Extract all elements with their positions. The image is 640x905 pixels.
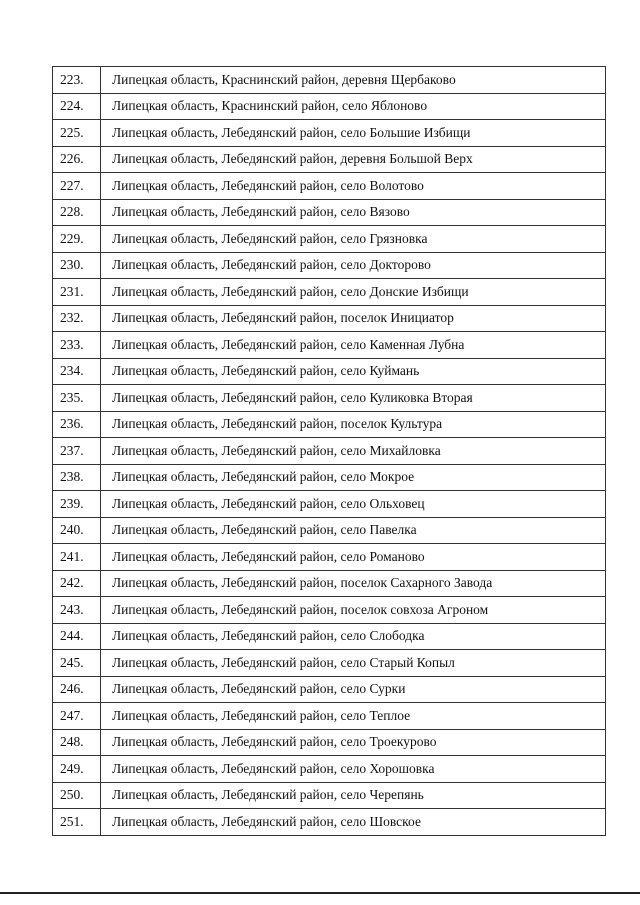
row-number: 226. xyxy=(53,146,101,173)
row-number: 225. xyxy=(53,120,101,147)
row-number: 229. xyxy=(53,226,101,253)
table-row xyxy=(53,809,606,836)
row-number: 223. xyxy=(53,67,101,94)
row-number: 240. xyxy=(53,517,101,544)
table-row xyxy=(53,93,606,120)
table-row xyxy=(53,650,606,677)
settlement-address: Липецкая область, Лебедянский район, село Куликовка Вторая xyxy=(101,385,606,412)
table-row xyxy=(53,67,606,94)
settlements-table xyxy=(52,66,606,836)
table-row xyxy=(53,676,606,703)
row-number: 227. xyxy=(53,173,101,200)
table-row xyxy=(53,517,606,544)
table-row xyxy=(53,623,606,650)
table-row xyxy=(53,491,606,518)
settlement-address: Липецкая область, Краснинский район, деревня Щербаково xyxy=(101,67,606,94)
settlement-address: Липецкая область, Лебедянский район, поселок совхоза Агроном xyxy=(101,597,606,624)
settlement-address: Липецкая область, Лебедянский район, село Павелка xyxy=(101,517,606,544)
row-number: 237. xyxy=(53,438,101,465)
row-number: 244. xyxy=(53,623,101,650)
settlement-address: Липецкая область, Лебедянский район, село Теплое xyxy=(101,703,606,730)
row-number: 239. xyxy=(53,491,101,518)
settlement-address: Липецкая область, Лебедянский район, село Романово xyxy=(101,544,606,571)
settlement-address: Липецкая область, Лебедянский район, село Шовское xyxy=(101,809,606,836)
row-number: 234. xyxy=(53,358,101,385)
table-row xyxy=(53,252,606,279)
settlement-address: Липецкая область, Лебедянский район, село Хорошовка xyxy=(101,756,606,783)
settlement-address: Липецкая область, Лебедянский район, село Ольховец xyxy=(101,491,606,518)
table-row xyxy=(53,226,606,253)
row-number: 249. xyxy=(53,756,101,783)
settlement-address: Липецкая область, Лебедянский район, село Слободка xyxy=(101,623,606,650)
settlement-address: Липецкая область, Лебедянский район, село Докторово xyxy=(101,252,606,279)
table-row xyxy=(53,703,606,730)
row-number: 245. xyxy=(53,650,101,677)
settlement-address: Липецкая область, Лебедянский район, село Старый Копыл xyxy=(101,650,606,677)
settlement-address: Липецкая область, Лебедянский район, поселок Сахарного Завода xyxy=(101,570,606,597)
table-row xyxy=(53,597,606,624)
table-row xyxy=(53,544,606,571)
row-number: 251. xyxy=(53,809,101,836)
row-number: 241. xyxy=(53,544,101,571)
settlement-address: Липецкая область, Лебедянский район, село Вязово xyxy=(101,199,606,226)
table-row xyxy=(53,199,606,226)
settlement-address: Липецкая область, Лебедянский район, поселок Инициатор xyxy=(101,305,606,332)
row-number: 235. xyxy=(53,385,101,412)
page-bottom-rule xyxy=(0,892,640,894)
settlement-address: Липецкая область, Лебедянский район, село Донские Избищи xyxy=(101,279,606,306)
table-body xyxy=(53,67,606,836)
table-row xyxy=(53,464,606,491)
table-row xyxy=(53,438,606,465)
table-row xyxy=(53,570,606,597)
row-number: 228. xyxy=(53,199,101,226)
row-number: 247. xyxy=(53,703,101,730)
table-row xyxy=(53,358,606,385)
settlement-address: Липецкая область, Краснинский район, село Яблоново xyxy=(101,93,606,120)
table-row xyxy=(53,332,606,359)
settlement-address: Липецкая область, Лебедянский район, село Черепянь xyxy=(101,782,606,809)
settlement-address: Липецкая область, Лебедянский район, село Куймань xyxy=(101,358,606,385)
table-row xyxy=(53,385,606,412)
row-number: 246. xyxy=(53,676,101,703)
table-row xyxy=(53,756,606,783)
table-row xyxy=(53,305,606,332)
row-number: 250. xyxy=(53,782,101,809)
settlement-address: Липецкая область, Лебедянский район, село Каменная Лубна xyxy=(101,332,606,359)
row-number: 243. xyxy=(53,597,101,624)
row-number: 233. xyxy=(53,332,101,359)
row-number: 231. xyxy=(53,279,101,306)
table-row xyxy=(53,411,606,438)
row-number: 248. xyxy=(53,729,101,756)
row-number: 236. xyxy=(53,411,101,438)
settlement-address: Липецкая область, Лебедянский район, село Мокрое xyxy=(101,464,606,491)
settlement-address: Липецкая область, Лебедянский район, село Грязновка xyxy=(101,226,606,253)
row-number: 238. xyxy=(53,464,101,491)
row-number: 230. xyxy=(53,252,101,279)
table-row xyxy=(53,173,606,200)
row-number: 232. xyxy=(53,305,101,332)
row-number: 242. xyxy=(53,570,101,597)
table-row xyxy=(53,782,606,809)
settlement-address: Липецкая область, Лебедянский район, село Большие Избищи xyxy=(101,120,606,147)
table-row xyxy=(53,146,606,173)
settlement-address: Липецкая область, Лебедянский район, село Троекурово xyxy=(101,729,606,756)
row-number: 224. xyxy=(53,93,101,120)
table-row xyxy=(53,729,606,756)
settlement-address: Липецкая область, Лебедянский район, село Михайловка xyxy=(101,438,606,465)
settlement-address: Липецкая область, Лебедянский район, деревня Большой Верх xyxy=(101,146,606,173)
settlement-address: Липецкая область, Лебедянский район, село Сурки xyxy=(101,676,606,703)
settlement-address: Липецкая область, Лебедянский район, село Волотово xyxy=(101,173,606,200)
table-row xyxy=(53,120,606,147)
settlement-address: Липецкая область, Лебедянский район, поселок Культура xyxy=(101,411,606,438)
table-row xyxy=(53,279,606,306)
